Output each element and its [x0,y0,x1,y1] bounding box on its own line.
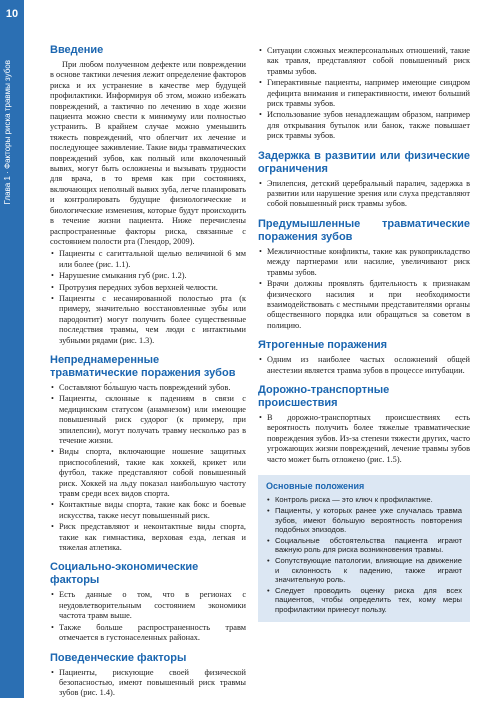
list-item: • Следует проводить оценку риска для всех пациентов, чтобы определить тех, кому меры профилактики принесут пользу. [266,586,462,615]
socio-list [50,590,246,643]
traffic-list [258,413,470,465]
list-item: • Пациенты с сагиттальной щелью величиной 6 мм или более (рис. 1.1). [50,249,246,270]
development-list [258,179,470,210]
list-item: • Эпилепсия, детский церебральный паралич, задержка в развитии или нарушение зрения или слуха представляют собой повышенный риск травмы зубов. [258,179,470,210]
iatrogenic-list [258,355,470,376]
list-item: • Врачи должны проявлять бдительность к признакам физического насилия и при необходимости взаимодействовать с местными представителями органы общественного порядка или обращаться за советом в полицию. [258,279,470,331]
list-item: • Протрузия передних зубов верхней челюсти. [50,283,246,293]
behavioral-heading: Поведенческие факторы [50,651,187,664]
intro-paragraph: При любом полученном дефекте или повреждении в основе тактики лечения лежит определение факторов риска и их устранение в качестве мер будущей профилактики. Информируя об этом, можно избежать повреждений, а тактично по лечению в ходе жизни пациента можно свести к минимуму или полностью устранить. В крайнем случае можно уменьшить тяжесть повреждений, что облегчит их лечение и последующее заживление. Такие виды травматических повреждений зубов, как полный или вколоченный вывих, могут быть осложнены и вызывать трудности для врача, в то время как при состояниях, включающих неполный вывих зуба, легче планировать и контролировать будущие физиологические и биологические изменения, которые будут происходить в течение жизни пациента. Ниже перечислены распространенные факторы риска, связанные с состоянием полости рта (Глендор, 2009). [50,60,246,246]
development-heading: Задержка в развитии или физические ограничения [258,149,470,175]
list-item: • Гиперактивные пациенты, например имеющие синдром дефицита внимания и гиперактивности, имеют больший риск травмы зубов. [258,78,470,109]
list-item: • Есть данные о том, что в регионах с неудовлетворительным состоянием экономики частота травм выше. [50,590,246,621]
list-item: • Одним из наиболее частых осложнений общей анестезии является травма зубов в процессе интубации. [258,355,470,376]
behavioral-list [50,668,246,699]
accidental-list [50,383,246,554]
list-item: • Пациенты с несанированной полостью рта (к примеру, значительно восстановленные зубы или пародонтит) могут получить более существенные последствия травмы, чем люди с интактными зубными рядами (рис. 1.3). [50,294,246,346]
list-item: • Контроль риска — это ключ к профилактике. [266,495,462,505]
intro-heading: Введение [50,44,104,56]
list-item: • Сопутствующие патологии, влияющие на движение и склонность к падению, также играют значительную роль. [266,556,462,585]
accidental-heading: Непреднамеренные травматические поражения зубов [50,353,236,379]
list-item: • Пациенты, у которых ранее уже случалась травма зубов, имеют бо́льшую вероятность повторения подобных эпизодов. [266,506,462,535]
chapter-sidebar [0,0,24,698]
list-item: • Социальные обстоятельства пациента играют важную роль для риска возникновения травмы. [266,536,462,555]
key-points-list [266,495,462,614]
traffic-heading: Дорожно-транспортные происшествия [258,383,390,409]
list-item: • Пациенты, склонные к падениям в связи с медицинским статусом (анамнезом) или имеющие повышенный риск судорог (к примеру, при эпилепсии), могут получать травму несколько раз в течение жизни. [50,394,246,446]
running-head: Глава 1 · Факторы риска травмы зубов [3,60,12,205]
key-points-heading: Основные положения [266,480,365,491]
list-item: • Ситуации сложных межперсональных отношений, такие как травля, представляют собой повышенный риск травмы зубов. [258,46,470,77]
list-item: • Контактные виды спорта, такие как бокс и боевые искусства, также несут повышенный риск. [50,500,246,521]
socio-heading: Социально-экономические факторы [50,561,199,587]
intro-list [50,249,246,346]
list-item: • Также больше распространенность травм отмечается в густонаселенных районах. [50,623,246,644]
intentional-heading: Предумышленные травматические поражения зубов [258,217,470,243]
page-number: 10 [5,8,19,20]
list-item: • В дорожно-транспортных происшествиях есть вероятность получить более тяжелые травматические повреждения зубов. Из-за степени тяжести других, часто угрожающих жизни повреждений, лечение травмы зубов часто может быть отложено (рис. 1.5). [258,413,470,465]
list-item: • Нарушение смыкания губ (рис. 1.2). [50,271,246,281]
list-item: • Межличностные конфликты, такие как рукоприкладство между партнерами или насилие, увеличивают риск травмы зубов. [258,247,470,278]
right-column [258,44,470,622]
iatrogenic-heading: Ятрогенные поражения [258,339,388,352]
key-points-box [258,475,470,622]
behavioral-list-continued [258,46,470,142]
list-item: • Пациенты, рискующие своей физической безопасностью, имеют повышенный риск травмы зубов (рис. 1.4). [50,668,246,699]
intentional-list [258,247,470,331]
list-item: • Виды спорта, включающие ношение защитных приспособлений, такие как хоккей, крикет или футбол, также представляют собой повышенный риск. Хоккей на льду показал наибольшую частоту травм среди всех видов спорта. [50,447,246,499]
list-item: • Использование зубов ненадлежащим образом, например для открывания бутылок или банок, также повышает риск травмы зубов. [258,110,470,141]
list-item: • Составляют бо́льшую часть повреждений зубов. [50,383,246,393]
list-item: • Риск представляют и неконтактные виды спорта, такие как гимнастика, верховая езда, легкая и тяжелая атлетика. [50,522,246,553]
left-column [50,44,246,703]
